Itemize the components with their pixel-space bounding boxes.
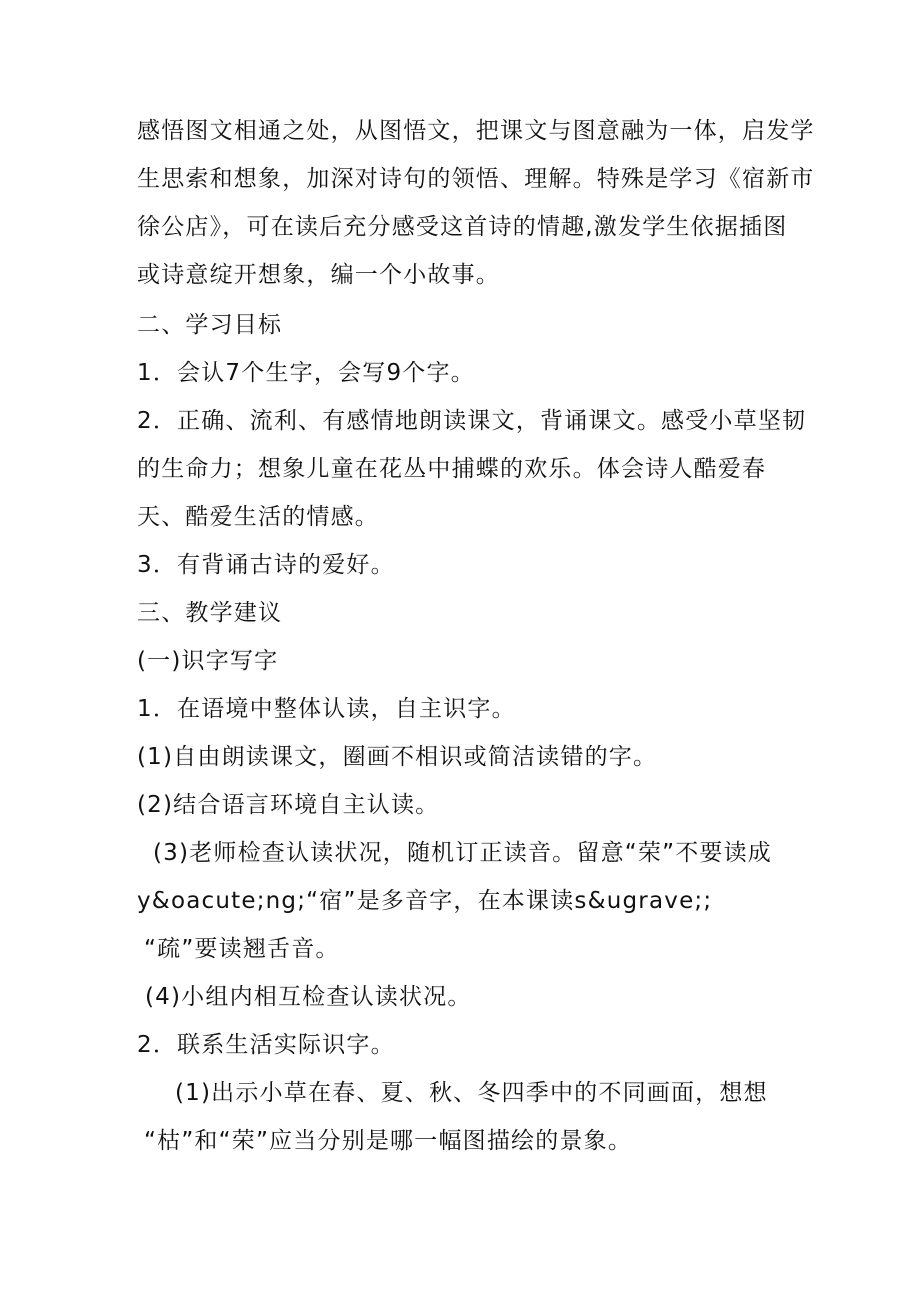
- section-heading: 三、教学建议: [137, 600, 283, 626]
- list-item: (4)小组内相互检查认读状况。: [145, 984, 472, 1010]
- subsection-heading: (一)识字写字: [137, 648, 279, 674]
- list-item: 3．有背诵古诗的爱好。: [137, 552, 395, 578]
- list-item: (3)老师检查认读状况，随机订正读音。留意“荣”不要读成: [153, 840, 773, 866]
- list-item: (2)结合语言环境自主认读。: [137, 792, 440, 818]
- text-line: 感悟图文相通之处，从图悟文，把课文与图意融为一体，启发学: [137, 118, 815, 144]
- list-item: (1)自由朗读课文，圈画不相识或简洁读错的字。: [137, 744, 658, 770]
- text-line: “枯”和“荣”应当分别是哪一幅图描绘的景象。: [144, 1128, 633, 1154]
- text-line: “疏”要读翘舌音。: [144, 936, 340, 962]
- list-item: 2．联系生活实际识字。: [137, 1032, 395, 1058]
- text-line: 徐公店》，可在读后充分感受这首诗的情趣,激发学生依据插图: [137, 214, 788, 240]
- text-line: y&oacute;ng;“宿”是多音字，在本课读s&ugrave;;: [137, 888, 713, 914]
- text-line: 的生命力；想象儿童在花丛中捕蝶的欢乐。体会诗人酷爱春: [137, 456, 767, 482]
- list-item: 1．在语境中整体认读，自主识字。: [137, 696, 516, 722]
- list-item: 1．会认7个生字，会写9个字。: [137, 360, 475, 386]
- text-line: 或诗意绽开想象，编一个小故事。: [137, 262, 500, 288]
- list-item: (1)出示小草在春、夏、秋、冬四季中的不同画面，想想: [175, 1080, 768, 1106]
- list-item: 2．正确、流利、有感情地朗读课文，背诵课文。感受小草坚韧: [137, 408, 807, 434]
- section-heading: 二、学习目标: [137, 312, 283, 338]
- text-line: 生思索和想象，加深对诗句的领悟、理解。特殊是学习《宿新市: [137, 166, 815, 192]
- text-line: 天、酷爱生活的情感。: [137, 504, 379, 530]
